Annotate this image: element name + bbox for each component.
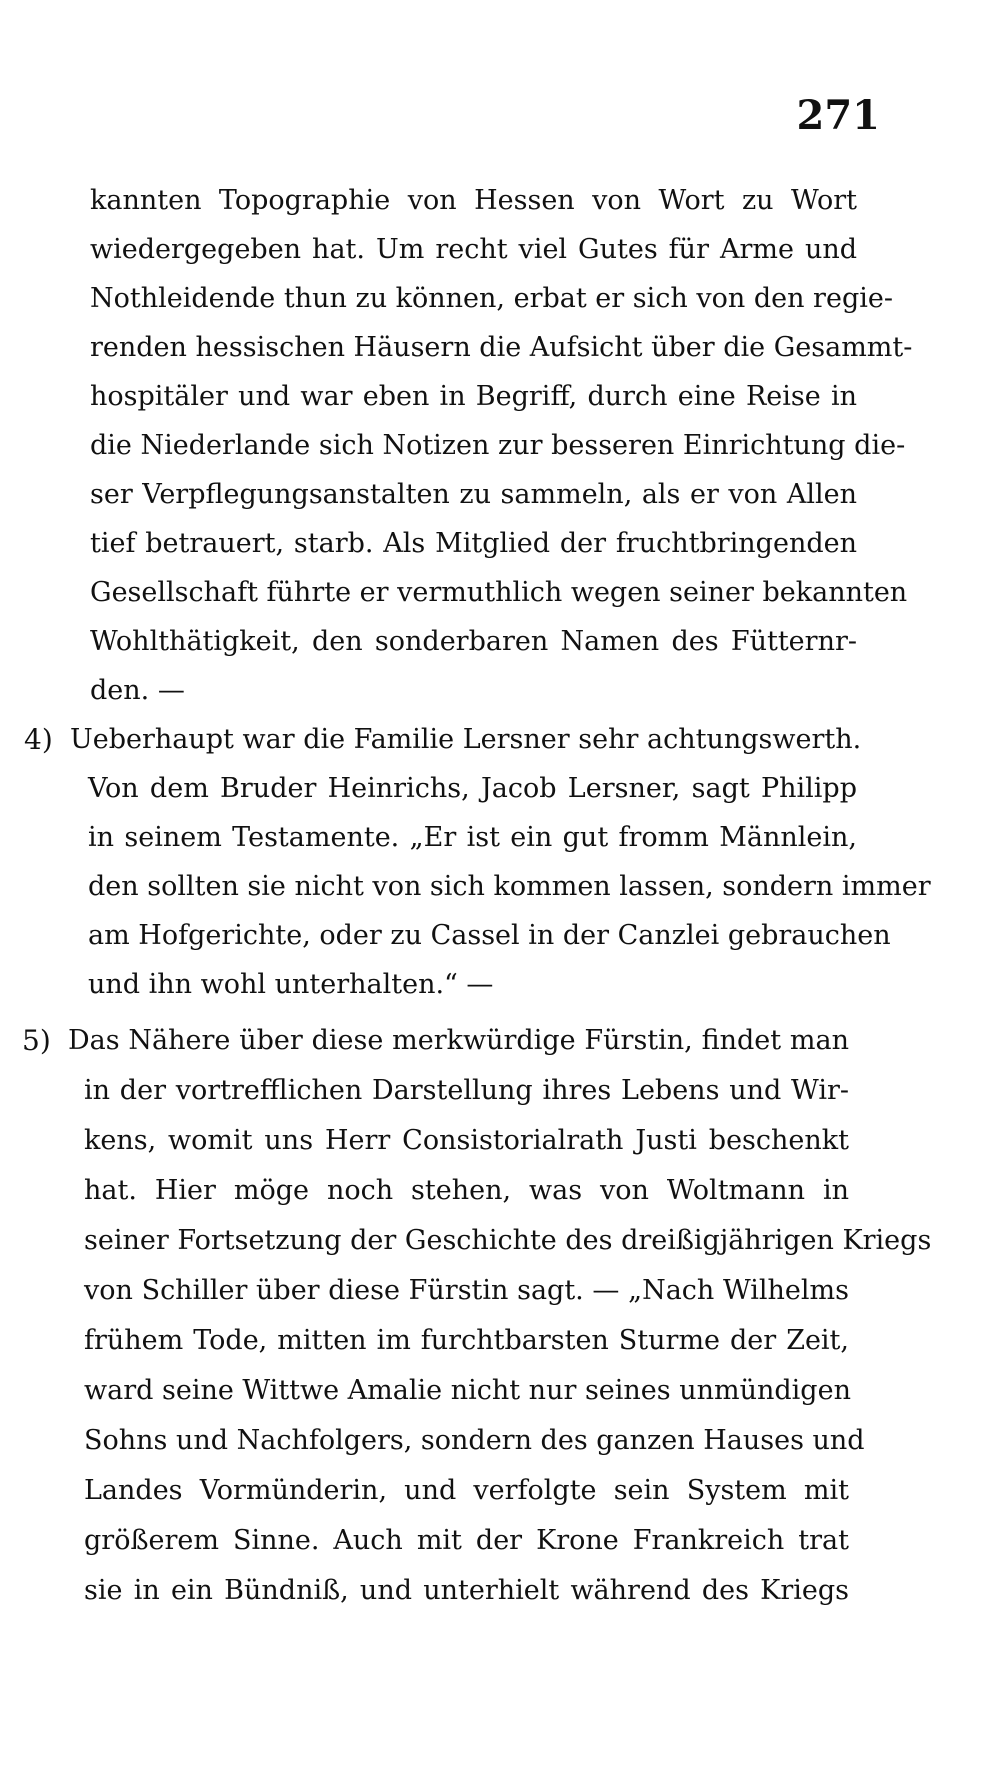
footnote-marker: 4): [24, 723, 53, 756]
text-line: und ihn wohl unterhalten.“ —: [88, 969, 494, 1000]
text-line: wiedergegeben hat. Um recht viel Gutes für Arme und: [90, 234, 857, 265]
text-line: frühem Tode, mitten im furchtbarsten Sturme der Zeit,: [84, 1325, 849, 1356]
text-line: sie in ein Bündniß, und unterhielt während des Kriegs: [84, 1575, 849, 1606]
text-line: hat. Hier möge noch stehen, was von Woltmann in: [84, 1175, 849, 1206]
footnote-marker: 5): [22, 1024, 51, 1057]
text-line: seiner Fortsetzung der Geschichte des dreißigjährigen Kriegs: [84, 1225, 932, 1256]
text-line: renden hessischen Häusern die Aufsicht über die Gesammt-: [90, 332, 913, 363]
text-line: Sohns und Nachfolgers, sondern des ganzen Hauses und: [84, 1425, 865, 1456]
text-line: den sollten sie nicht von sich kommen lassen, sondern immer: [88, 871, 931, 902]
text-line: Nothleidende thun zu können, erbat er sich von den regie-: [90, 283, 893, 314]
text-line: tief betrauert, starb. Als Mitglied der fruchtbringenden: [90, 528, 857, 559]
text-line: größerem Sinne. Auch mit der Krone Frankreich trat: [84, 1525, 849, 1556]
text-line: Landes Vormünderin, und verfolgte sein System mit: [84, 1475, 849, 1506]
text-line: kens, womit uns Herr Consistorialrath Justi beschenkt: [84, 1125, 849, 1156]
text-line: den. —: [90, 675, 185, 706]
text-line: in der vortrefflichen Darstellung ihres Lebens und Wir-: [84, 1075, 849, 1106]
text-line: von Schiller über diese Fürstin sagt. — „Nach Wilhelms: [84, 1275, 849, 1306]
text-line: Gesellschaft führte er vermuthlich wegen seiner bekannten: [90, 577, 908, 608]
text-line: Das Nähere über diese merkwürdige Fürstin, findet man: [68, 1025, 849, 1056]
text-line: die Niederlande sich Notizen zur besseren Einrichtung die-: [90, 430, 906, 461]
text-line: ward seine Wittwe Amalie nicht nur seines unmündigen: [84, 1375, 851, 1406]
page-number: 271: [796, 92, 880, 139]
text-line: Ueberhaupt war die Familie Lersner sehr achtungswerth.: [70, 724, 862, 755]
text-line: am Hofgerichte, oder zu Cassel in der Canzlei gebrauchen: [88, 920, 891, 951]
text-line: in seinem Testamente. „Er ist ein gut fromm Männlein,: [88, 822, 857, 853]
text-line: ser Verpflegungsanstalten zu sammeln, als er von Allen: [90, 479, 857, 510]
text-line: hospitäler und war eben in Begriff, durch eine Reise in: [90, 381, 857, 412]
text-line: Wohlthätigkeit, den sonderbaren Namen des Fütternr-: [90, 626, 857, 657]
text-line: Von dem Bruder Heinrichs, Jacob Lersner, sagt Philipp: [88, 773, 857, 804]
text-line: kannten Topographie von Hessen von Wort zu Wort: [90, 185, 857, 216]
